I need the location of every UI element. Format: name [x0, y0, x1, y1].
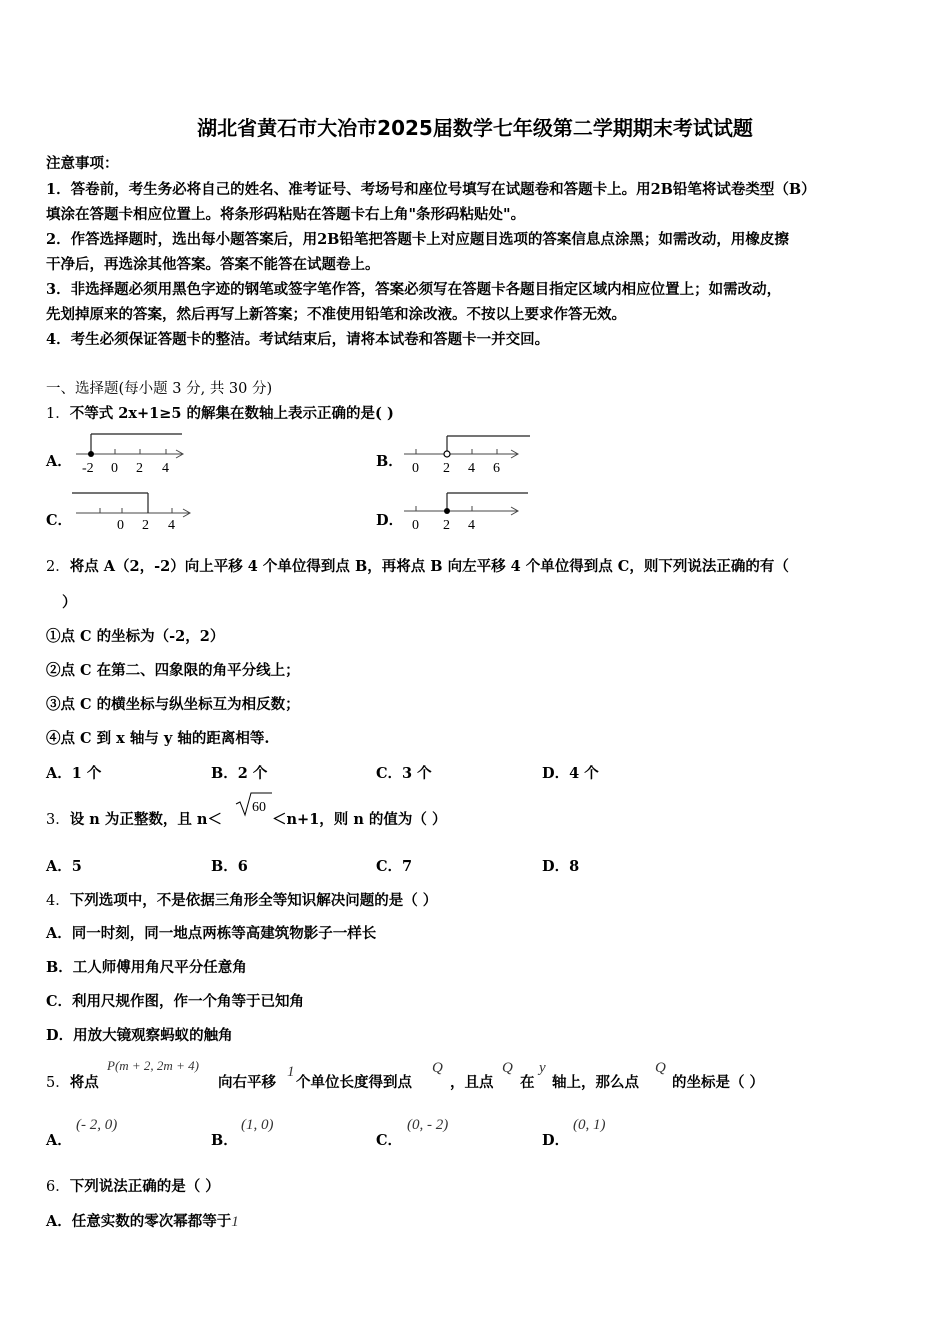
option-label-c: C． — [46, 512, 73, 529]
question-stem: 不等式 2x+1≥5 的解集在数轴上表示正确的是( ) — [69, 405, 394, 422]
statement-item: ③点 C 的横坐标与纵坐标互为相反数； — [46, 696, 300, 713]
tick-label: 4 — [162, 461, 169, 476]
question-stem: 在 — [520, 1074, 535, 1091]
question-6 — [46, 1175, 220, 1196]
question-3-stem-a — [46, 808, 222, 829]
question-1 — [46, 402, 394, 423]
tick-label: 4 — [468, 461, 475, 476]
question-stem: 下列选项中，不是依据三角形全等知识解决问题的是（ ） — [69, 892, 438, 909]
option-a: A．同一时刻，同一地点两栋等高建筑物影子一样长 — [46, 925, 377, 942]
option-label-d: D． — [376, 512, 404, 529]
question-stem: 设 n 为正整数，且 n＜ — [69, 811, 222, 828]
option-label-c: C． — [376, 1132, 403, 1149]
notice-line: 1．答卷前，考生务必将自己的姓名、准考证号、考场号和座位号填写在试题卷和答题卡上。用2B铅笔将试卷类型（B） — [46, 181, 816, 198]
option-a: A．5 — [46, 858, 82, 875]
notice-line: 先划掉原来的答案，然后再写上新答案；不准使用铅笔和涂改液。不按以上要求作答无效。 — [46, 306, 626, 323]
option-c: C．7 — [376, 858, 413, 875]
question-number: 5． — [46, 1075, 70, 1091]
question-number: 4． — [46, 893, 70, 909]
option-d: D．8 — [542, 858, 580, 875]
option-d: D．用放大镜观察蚂蚁的触角 — [46, 1027, 233, 1044]
question-3-stem-b: ＜n+1，则 n 的值为（ ） — [272, 811, 447, 828]
tick-label: 2 — [142, 518, 149, 533]
point-p-expression: P(m + 2, 2m + 4) — [107, 1058, 199, 1073]
option-d: D．4 个 — [542, 765, 599, 782]
question-stem: 下列说法正确的是（ ） — [69, 1178, 220, 1195]
sqrt-60-expression — [234, 790, 274, 818]
option-text: A．任意实数的零次幂都等于 — [46, 1213, 232, 1230]
math-variable: Q — [432, 1060, 443, 1076]
statement-item: ①点 C 的坐标为（-2，2） — [46, 628, 225, 645]
section-heading: 一、选择题(每小题 3 分, 共 30 分) — [46, 381, 273, 397]
tick-label: 0 — [117, 518, 124, 533]
question-stem: 的坐标是（ ） — [672, 1074, 765, 1091]
option-b: B．工人师傅用角尺平分任意角 — [46, 959, 247, 976]
tick-label: 0 — [412, 461, 419, 476]
tick-label: -2 — [82, 461, 94, 476]
question-stem-cont: ） — [62, 594, 77, 611]
math-variable: Q — [502, 1060, 513, 1076]
option-b: B．2 个 — [211, 765, 268, 782]
tick-label: 2 — [443, 461, 450, 476]
math-number: 1 — [231, 1214, 239, 1230]
statement-item: ④点 C 到 x 轴与 y 轴的距离相等. — [46, 730, 270, 747]
tick-label: 2 — [136, 461, 143, 476]
page-title: 湖北省黄石市大冶市2025届数学七年级第二学期期末考试试题 — [197, 116, 753, 140]
notice-line: 干净后，再选涂其他答案。答案不能答在试题卷上。 — [46, 256, 380, 273]
option-label-a: A． — [46, 453, 72, 470]
option-value-b: (1, 0) — [241, 1117, 274, 1133]
notice-line: 填涂在答题卡相应位置上。将条形码粘贴在答题卡右上角"条形码粘贴处"。 — [46, 206, 526, 223]
question-stem: ，且点 — [450, 1074, 494, 1091]
tick-label: 0 — [412, 518, 419, 533]
option-label-a: A． — [46, 1132, 72, 1149]
question-stem: 个单位长度得到点 — [296, 1074, 412, 1091]
number-line-c — [70, 487, 200, 537]
math-variable: y — [539, 1060, 546, 1076]
option-label-b: B． — [211, 1132, 238, 1149]
question-2 — [46, 555, 789, 576]
option-value-a: (- 2, 0) — [76, 1117, 118, 1133]
math-number: 1 — [287, 1064, 295, 1080]
question-5-stem-a — [46, 1071, 99, 1092]
option-value-c: (0, - 2) — [407, 1117, 449, 1133]
radicand: 60 — [252, 800, 266, 815]
tick-label: 4 — [468, 518, 475, 533]
option-label-b: B． — [376, 453, 403, 470]
notice-line: 2．作答选择题时，选出每小题答案后，用2B铅笔把答题卡上对应题目选项的答案信息点涂黑；如需改动，用橡皮擦 — [46, 231, 789, 248]
tick-label: 0 — [111, 461, 118, 476]
number-line-a — [70, 428, 195, 478]
notice-heading: 注意事项： — [46, 155, 119, 172]
question-stem: 将点 A（2，-2）向上平移 4 个单位得到点 B，再将点 B 向左平移 4 个单位得到点 C，则下列说法正确的有（ — [69, 558, 789, 575]
math-variable: Q — [655, 1060, 666, 1076]
option-a — [46, 1210, 239, 1231]
number-line-b — [400, 428, 535, 478]
question-stem: 向右平移 — [218, 1074, 276, 1091]
statement-item: ②点 C 在第二、四象限的角平分线上； — [46, 662, 300, 679]
option-a: A．1 个 — [46, 765, 102, 782]
question-stem: 将点 — [69, 1074, 99, 1091]
notice-line: 3．非选择题必须用黑色字迹的钢笔或签字笔作答，答案必须写在答题卡各题目指定区域内相应位置上；如需改动， — [46, 281, 782, 298]
option-value-d: (0, 1) — [573, 1117, 606, 1133]
question-stem: 轴上，那么点 — [552, 1074, 639, 1091]
question-number: 1． — [46, 406, 70, 422]
option-c: C．利用尺规作图，作一个角等于已知角 — [46, 993, 305, 1010]
question-number: 6． — [46, 1179, 70, 1195]
number-line-d — [400, 487, 535, 537]
option-label-d: D． — [542, 1132, 570, 1149]
question-number: 3． — [46, 812, 70, 828]
tick-label: 4 — [168, 518, 175, 533]
question-number: 2． — [46, 559, 70, 575]
option-b: B．6 — [211, 858, 248, 875]
tick-label: 6 — [493, 461, 500, 476]
option-c: C．3 个 — [376, 765, 432, 782]
tick-label: 2 — [443, 518, 450, 533]
notice-line: 4．考生必须保证答题卡的整洁。考试结束后，请将本试卷和答题卡一并交回。 — [46, 331, 550, 348]
question-4 — [46, 889, 437, 910]
